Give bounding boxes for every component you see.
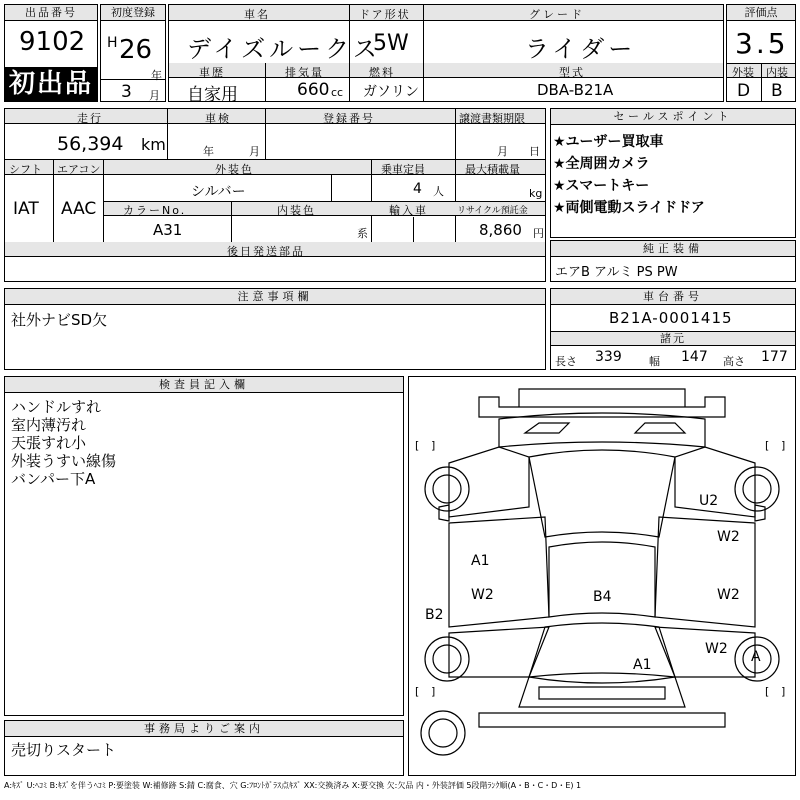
- recycle-fee-label: リサイクル預託金: [457, 206, 528, 216]
- damage-mark: W2: [471, 587, 494, 603]
- svg-text:]: ]: [431, 439, 436, 452]
- inspector-line: バンパー下A: [11, 470, 96, 488]
- mileage-unit: km: [141, 135, 166, 154]
- exterior-color-label: 外装色: [215, 163, 254, 176]
- car-name-label: 車名: [244, 8, 270, 21]
- fuel-label: 燃料: [369, 66, 395, 79]
- svg-text:[: [: [415, 439, 420, 452]
- inspector-label: 検査員記入欄: [5, 377, 403, 393]
- overall-score: 3.5: [735, 27, 789, 60]
- door-type-label: ドア形状: [359, 8, 411, 21]
- length-label: 長さ: [555, 355, 577, 368]
- interior-score-label: 内装: [766, 66, 788, 79]
- first-registration-label: 初度登録: [101, 5, 165, 21]
- import-label: 輸入車: [389, 204, 428, 217]
- fuel-type: ガソリン: [363, 84, 419, 100]
- score-box: [726, 4, 796, 102]
- svg-text:]: ]: [781, 439, 786, 452]
- spec-table: [4, 108, 546, 282]
- lot-number-label: 出品番号: [5, 5, 97, 21]
- lot-number-box: [4, 4, 98, 102]
- selling-point-item: ★両側電動スライドドア: [553, 200, 705, 216]
- history-label: 車歴: [199, 66, 225, 79]
- damage-mark: W2: [705, 641, 728, 657]
- notes-text: 社外ナビSD欠: [11, 311, 108, 329]
- equipment-label: 純正装備: [551, 241, 795, 257]
- damage-mark: W2: [717, 587, 740, 603]
- transfer-month-unit: 月: [497, 145, 508, 158]
- mileage-label: 走行: [77, 112, 103, 125]
- color-number-label: カラーNo.: [123, 204, 187, 217]
- office-box: [4, 720, 404, 776]
- month-unit: 月: [149, 89, 160, 102]
- car-outline-diagram: [409, 377, 795, 775]
- interior-color-label: 内装色: [277, 204, 316, 217]
- selling-point-item: ★スマートキー: [553, 178, 650, 194]
- mileage: 56,394: [57, 133, 124, 155]
- year-unit: 年: [151, 69, 162, 82]
- later-parts-label: 後日発送部品: [227, 245, 305, 258]
- door-type: 5W: [373, 31, 409, 56]
- inspector-line: 室内薄汚れ: [11, 416, 87, 434]
- grade: ライダー: [525, 35, 637, 63]
- registration-year: 26: [119, 35, 153, 65]
- model-label: 型式: [559, 66, 585, 79]
- width-value: 147: [681, 349, 708, 365]
- selling-points-box: [550, 108, 796, 238]
- damage-mark: A1: [633, 657, 652, 673]
- chassis-box: [550, 288, 796, 370]
- registration-month: 3: [121, 82, 132, 102]
- capacity-label: 乗車定員: [381, 163, 425, 176]
- chassis-number: B21A-0001415: [609, 309, 733, 327]
- damage-mark: A1: [471, 553, 490, 569]
- notes-box: [4, 288, 546, 370]
- transfer-day-unit: 日: [529, 145, 540, 158]
- vehicle-history: 自家用: [187, 85, 238, 105]
- inspector-box: [4, 376, 404, 716]
- width-label: 幅: [649, 355, 660, 368]
- svg-text:]: ]: [431, 685, 436, 698]
- svg-text:[: [: [765, 685, 770, 698]
- inspector-line: 外装うすい線傷: [11, 452, 117, 470]
- equipment-list: エアB アルミ PS PW: [555, 265, 678, 280]
- model-code: DBA-B21A: [537, 81, 614, 99]
- inspection-label: 車検: [205, 112, 231, 125]
- damage-mark: W2: [717, 529, 740, 545]
- svg-text:]: ]: [781, 685, 786, 698]
- length-value: 339: [595, 349, 622, 365]
- selling-point-item: ★ユーザー買取車: [553, 134, 664, 150]
- damage-mark: A: [751, 649, 761, 665]
- lot-number: 9102: [19, 27, 86, 57]
- damage-mark: U2: [699, 493, 719, 509]
- shift-label: シフト: [9, 163, 42, 176]
- first-listing-badge: 初出品: [5, 67, 97, 101]
- max-load-label: 最大積載量: [465, 163, 520, 176]
- first-registration-box: [100, 4, 166, 102]
- chassis-label: 車台番号: [551, 289, 795, 305]
- interior-color-unit: 系: [357, 227, 368, 240]
- car-name: デイズルークス: [187, 35, 381, 63]
- dimensions-label: 諸元: [551, 331, 795, 346]
- equipment-box: [550, 240, 796, 282]
- damage-legend: A:ｷｽﾞ U:ﾍｺﾐ B:ｷｽﾞを伴うﾍｺﾐ P:要塗装 W:補修跡 S:錆 C:腐食、穴 G:ﾌﾛﾝﾄｶﾞﾗｽ点ｷｽﾞ XX:交換済み X:要交換 欠:欠品 内・外装評価 5段階ﾗﾝｸ順(A・B・C・D・E) 1: [4, 781, 582, 790]
- damage-mark: B4: [593, 589, 612, 605]
- color-number: A31: [153, 221, 183, 239]
- inspection-year-unit: 年: [203, 145, 214, 158]
- displacement: 660: [297, 80, 330, 100]
- registration-number-label: 登録番号: [323, 112, 375, 125]
- recycle-fee: 8,860: [479, 221, 522, 239]
- capacity-unit: 人: [433, 185, 444, 198]
- inspection-month-unit: 月: [249, 145, 260, 158]
- displacement-label: 排気量: [285, 66, 324, 79]
- aircon-label: エアコン: [57, 163, 101, 176]
- interior-score: B: [771, 81, 783, 101]
- shift-type: IAT: [13, 199, 39, 219]
- vehicle-header-box: [168, 4, 724, 105]
- era-prefix: H: [107, 35, 118, 51]
- selling-point-item: ★全周囲カメラ: [553, 156, 650, 172]
- exterior-score: D: [737, 81, 751, 101]
- score-label: 評価点: [727, 5, 795, 21]
- damage-mark: B2: [425, 607, 444, 623]
- office-text: 売切りスタート: [11, 741, 117, 759]
- inspector-line: 天張すれ小: [11, 434, 87, 452]
- exterior-score-label: 外装: [732, 66, 754, 79]
- grade-label: グレード: [529, 8, 585, 21]
- height-label: 高さ: [723, 355, 745, 368]
- seating-capacity: 4: [413, 181, 422, 197]
- aircon-type: AAC: [61, 199, 97, 219]
- max-load-unit: kg: [529, 187, 543, 200]
- notes-label: 注意事項欄: [5, 289, 545, 305]
- office-label: 事務局よりご案内: [5, 721, 403, 737]
- recycle-fee-unit: 円: [533, 227, 544, 240]
- height-value: 177: [761, 349, 788, 365]
- damage-diagram: [408, 376, 796, 776]
- transfer-deadline-label: 譲渡書類期限: [459, 112, 525, 125]
- exterior-color: シルバー: [191, 184, 246, 200]
- selling-points-label: セールスポイント: [551, 109, 795, 125]
- svg-text:[: [: [415, 685, 420, 698]
- svg-text:[: [: [765, 439, 770, 452]
- inspector-line: ハンドルすれ: [11, 398, 102, 416]
- displacement-unit: cc: [331, 86, 344, 99]
